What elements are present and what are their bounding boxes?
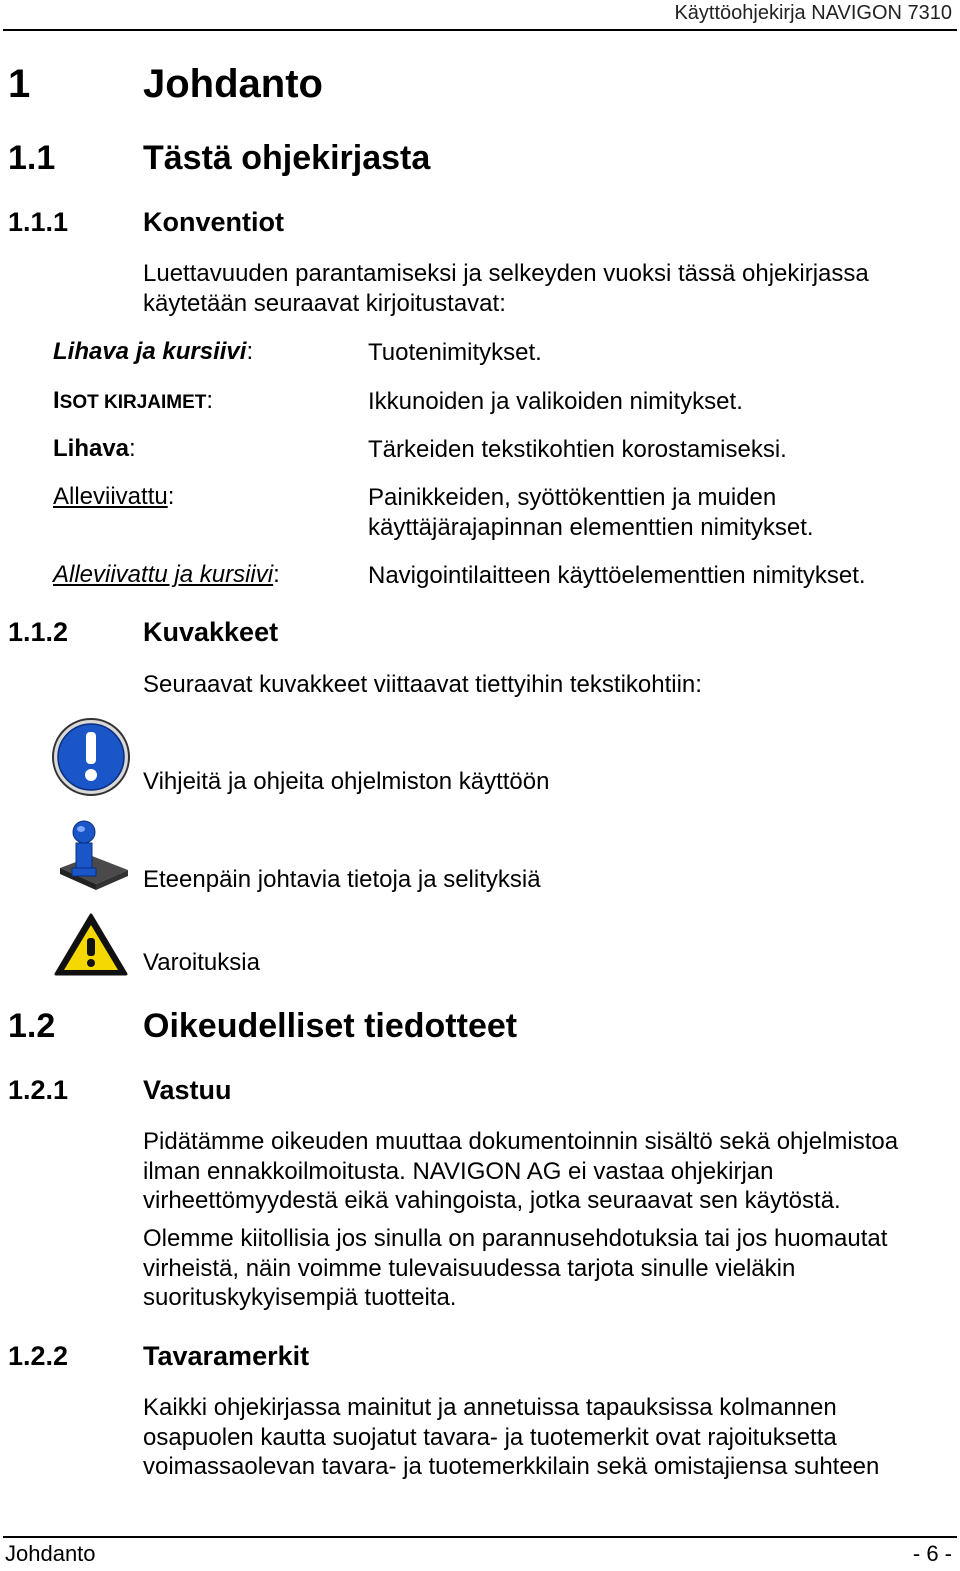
subsection-title: Kuvakkeet <box>143 617 279 647</box>
icon-description: Eteenpäin johtavia tietoja ja selityksiä <box>143 866 541 893</box>
subsection-number: 1.1.2 <box>8 617 69 647</box>
paragraph: Kaikki ohjekirjassa mainitut ja annetuissa tapauksissa kolmannen osapuolen kautta suojatut tavara- ja tuotemerkit ovat rajoituksetta voimassaolevan tavara- ja tuotemerkkilain sekä omistajiensa suhteen <box>143 1394 880 1480</box>
page-number: - 6 - <box>912 1541 952 1566</box>
footer-rule <box>3 1536 957 1538</box>
paragraph: Olemme kiitollisia jos sinulla on parannusehdotuksia tai jos huomautat virheistä, näin voimme tulevaisuudessa tarjota sinulle vieläkin suorituskykyisempiä tuotteita. <box>143 1225 888 1311</box>
convention-description: Painikkeiden, syöttökenttien ja muiden käyttäjärajapinnan elementtien nimitykset. <box>368 484 814 541</box>
warning-triangle-icon <box>53 912 129 978</box>
section-number: 1.1 <box>8 139 56 177</box>
convention-label: Lihava: <box>53 435 136 462</box>
subsection-number: 1.2.2 <box>8 1341 69 1371</box>
icons-intro: Seuraavat kuvakkeet viittaavat tiettyihin tekstikohtiin: <box>143 671 702 698</box>
convention-description: Tärkeiden tekstikohtien korostamiseksi. <box>368 436 787 463</box>
convention-label: Lihava ja kursiivi: <box>53 338 254 365</box>
conventions-intro: Luettavuuden parantamiseksi ja selkeyden vuoksi tässä ohjekirjassa käytetään seuraavat kirjoitustavat: <box>143 260 869 317</box>
subsection-number: 1.1.1 <box>8 207 69 237</box>
convention-description: Navigointilaitteen käyttöelementtien nimitykset. <box>368 562 866 589</box>
chapter-number: 1 <box>8 62 31 106</box>
footer-chapter: Johdanto <box>5 1541 96 1566</box>
icon-description: Vihjeitä ja ohjeita ohjelmiston käyttöön <box>143 768 550 795</box>
running-header: Käyttöohjekirja NAVIGON 7310 <box>674 2 952 24</box>
subsection-title: Vastuu <box>143 1075 232 1105</box>
convention-description: Ikkunoiden ja valikoiden nimitykset. <box>368 388 743 415</box>
subsection-title: Konventiot <box>143 207 284 237</box>
section-title: Oikeudelliset tiedotteet <box>143 1007 518 1045</box>
convention-label: Alleviivattu: <box>53 483 175 510</box>
chapter-title: Johdanto <box>143 62 323 106</box>
subsection-number: 1.2.1 <box>8 1075 69 1105</box>
paragraph: Pidätämme oikeuden muuttaa dokumentoinnin sisältö sekä ohjelmistoa ilman ennakkoilmoitusta. NAVIGON AG ei vastaa ohjekirjan virheettömyydestä eikä vahingoista, jotka seuraavat sen käytöstä. <box>143 1128 899 1214</box>
info-figure-icon <box>56 818 132 894</box>
icon-description: Varoituksia <box>143 949 260 976</box>
section-title: Tästä ohjekirjasta <box>143 139 431 177</box>
subsection-title: Tavaramerkit <box>143 1341 310 1371</box>
section-number: 1.2 <box>8 1007 56 1045</box>
convention-label: Alleviivattu ja kursiivi: <box>53 561 280 588</box>
header-rule <box>3 29 957 31</box>
exclamation-circle-icon <box>50 716 132 798</box>
convention-description: Tuotenimitykset. <box>368 339 542 366</box>
convention-label: ISOT KIRJAIMET: <box>53 387 214 414</box>
